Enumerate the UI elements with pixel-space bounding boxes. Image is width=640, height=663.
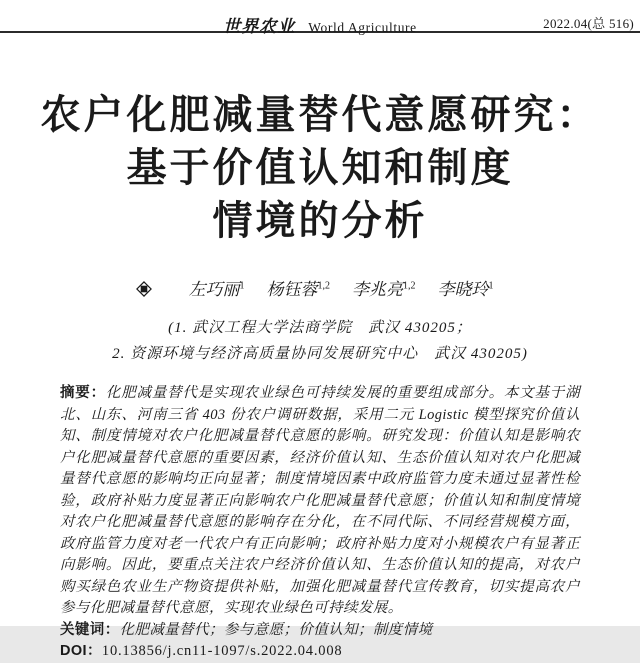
- author-2: [267, 280, 331, 299]
- author-2-name: 杨钰蓉: [266, 280, 318, 299]
- article-title-line-2: 基于价值认知和制度: [126, 146, 514, 190]
- issue-info: 2022.04(总 516): [543, 16, 634, 31]
- abstract-label: 摘要：: [60, 385, 106, 401]
- doi-label: DOI：: [60, 643, 102, 659]
- abstract-paragraph: [60, 383, 580, 620]
- author-2-superscript: 1,2: [317, 280, 330, 292]
- article-title-line-1: 农户化肥减量替代意愿研究：: [40, 93, 600, 137]
- doi-line: [60, 641, 580, 663]
- keywords-line: [60, 620, 580, 642]
- author-3-name: 李兆亮: [352, 280, 403, 299]
- author-4: [438, 280, 494, 299]
- author-4-superscript: 1: [488, 280, 494, 292]
- author-4-name: 李晓玲: [437, 280, 489, 299]
- author-1: [189, 280, 245, 299]
- diamond-ornament-icon: [136, 281, 152, 302]
- keywords-label: 关键词：: [60, 621, 120, 638]
- journal-logo-cn: 世界农业: [223, 17, 296, 36]
- article-title-line-3: 情境的分析: [212, 199, 428, 243]
- author-1-superscript: 1: [239, 280, 245, 292]
- author-3: [352, 280, 416, 299]
- doi-value: 10.13856/j.cn11-1097/s.2022.04.008: [101, 643, 343, 659]
- journal-header: [0, 0, 640, 36]
- abstract-text: 化肥减量替代是实现农业绿色可持续发展的重要组成部分。本文基于湖北、山东、河南三省 403 份农户调研数据，采用二元 Logistic 模型探究价值认知、制度情境对农户化肥减量替代意愿的影响。研究发现：价值认知是影响农户化肥减量替代意愿的重要因素，经济价值认知、生态价值认知对农户化肥减量替代意愿的影响均正向显著；制度情境因素中政府监管力度未通过显著性检验，政府补贴力度显著正向影响农户化肥减量替代意愿；价值认知和制度情境对农户化肥减量替代意愿的影响存在分化，在不同代际、不同经营规模方面，政府监管力度对老一代农户有正向影响；政府补贴力度对小规模农户有显著正向影响。因此，要重点关注农户经济价值认知、生态价值认知的提高，对农户购买绿色农业生产物资提供补贴，加强化肥减量替代宣传教育，切实提高农户参与化肥减量替代意愿，实现农业绿色可持续发展。: [60, 385, 580, 616]
- author-3-superscript: 1,2: [403, 280, 416, 292]
- affiliations: [0, 315, 640, 367]
- author-line: [0, 275, 640, 302]
- article-title: [0, 89, 640, 248]
- affiliation-line-1: (1. 武汉工程大学法商学院 武汉 430205；: [168, 320, 472, 336]
- keywords-text: 化肥减量替代；参与意愿；价值认知；制度情境: [119, 621, 433, 638]
- journal-name-en: World Agriculture: [308, 20, 417, 35]
- author-1-name: 左巧丽: [188, 280, 240, 299]
- affiliation-line-2: 2. 资源环境与经济高质量协同发展研究中心 武汉 430205): [112, 346, 528, 362]
